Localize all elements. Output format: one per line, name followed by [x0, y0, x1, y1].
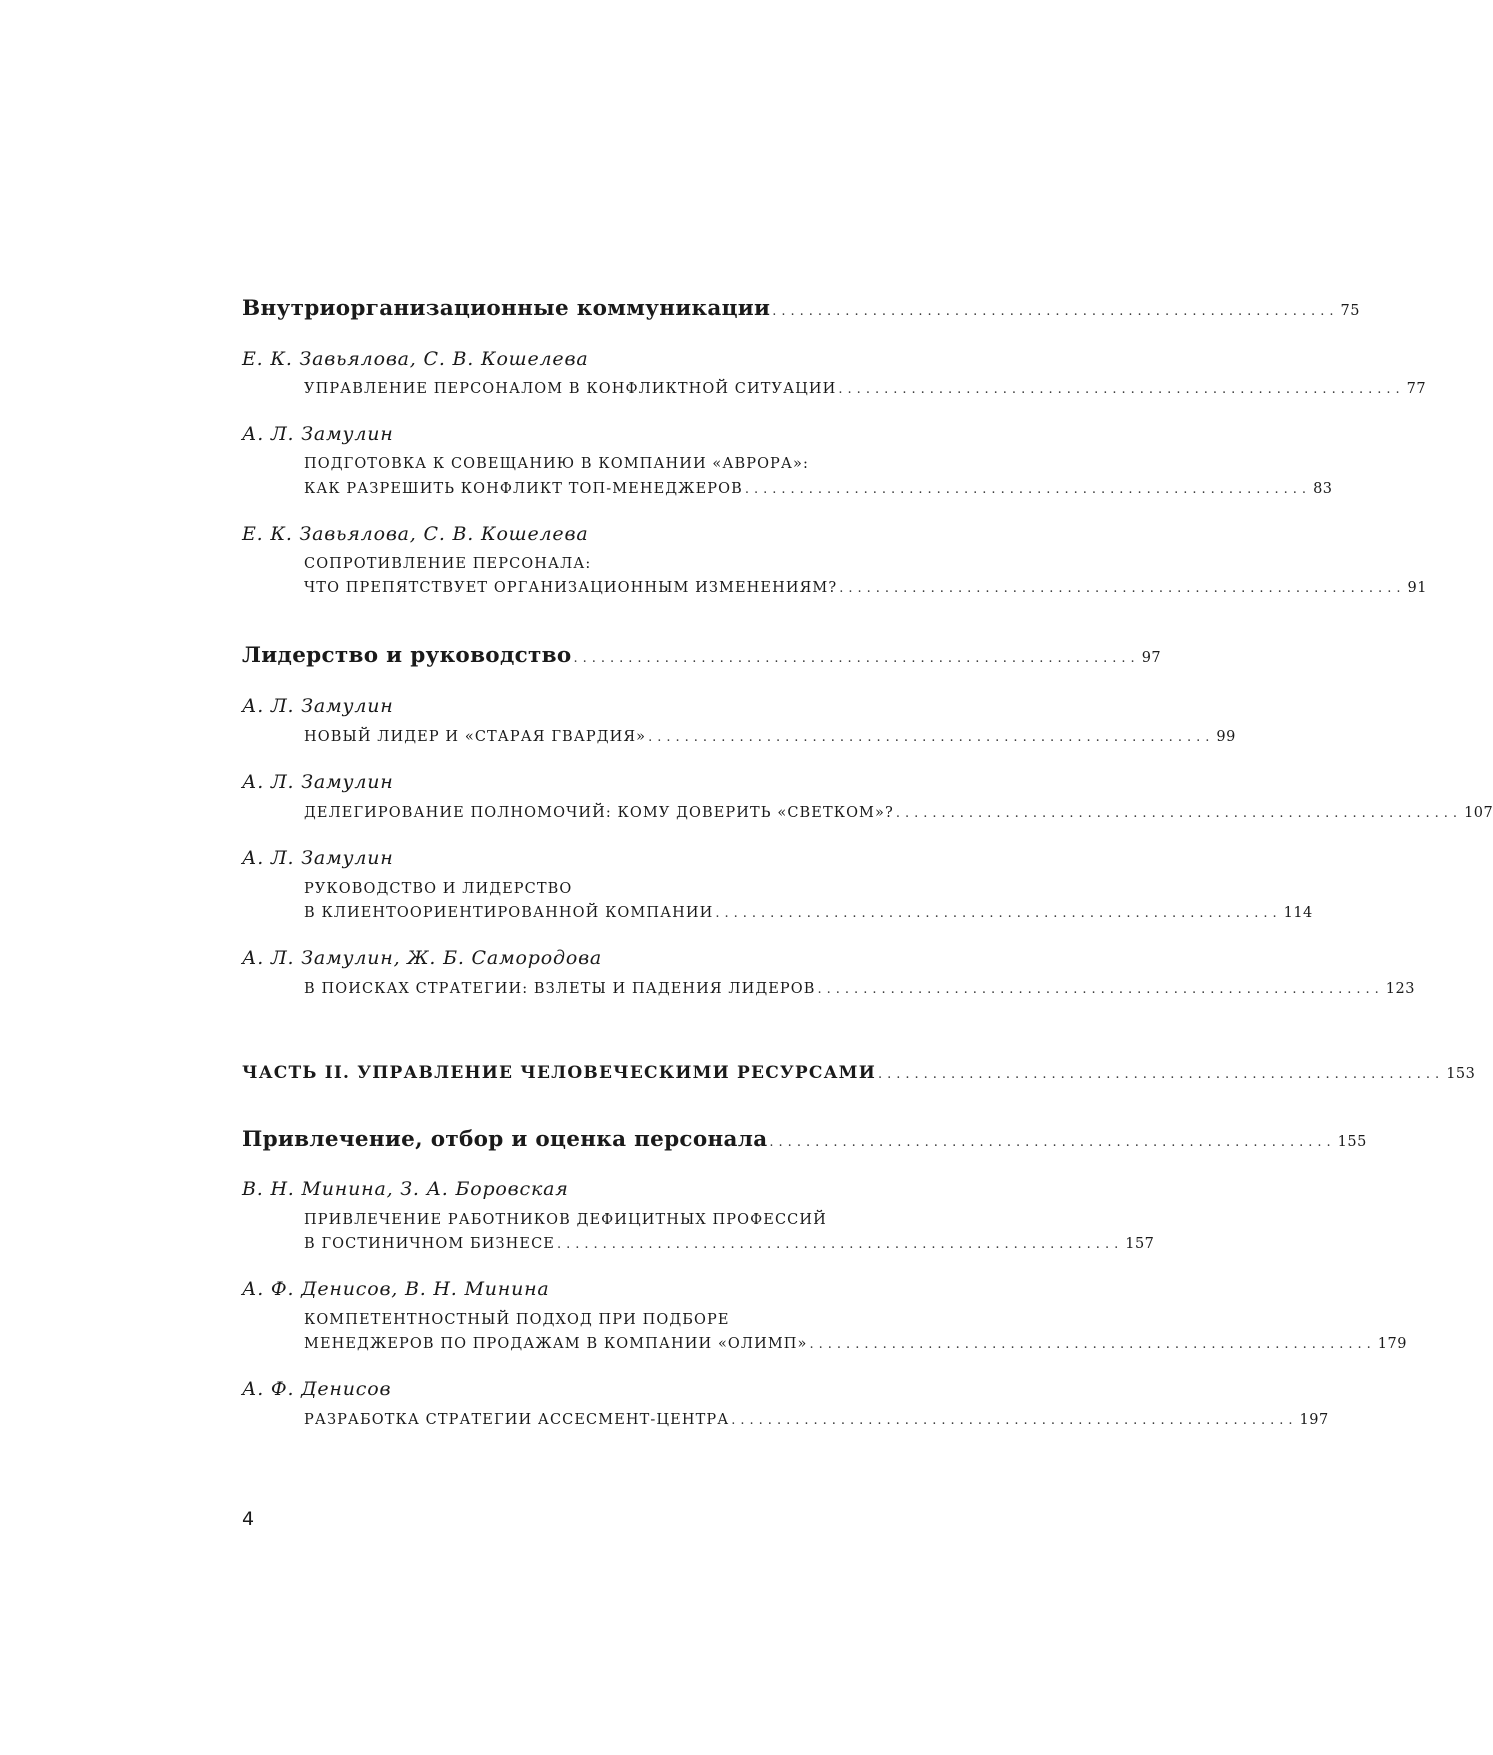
- section-title: Привлечение, отбор и оценка персонала: [242, 1127, 768, 1152]
- toc-section-heading: [242, 1127, 1367, 1152]
- section-title: Лидерство и руководство: [242, 643, 572, 668]
- toc-entry-title: КАК РАЗРЕШИТЬ КОНФЛИКТ ТОП-МЕНЕДЖЕРОВ .............................................................. 83: [304, 481, 1333, 497]
- toc-section-heading: [242, 643, 1162, 668]
- toc-author: Е. К. Завьялова, С. В. Кошелева: [242, 348, 589, 370]
- dot-leader: ..............................................................: [772, 304, 1339, 319]
- page-ref: 107: [1464, 805, 1493, 821]
- page-ref: 83: [1313, 481, 1333, 497]
- toc-entry-title: РУКОВОДСТВО И ЛИДЕРСТВО: [304, 881, 573, 897]
- toc-entry-title: В КЛИЕНТООРИЕНТИРОВАННОЙ КОМПАНИИ .............................................................. 114: [304, 905, 1313, 921]
- toc-author: А. Л. Замулин: [242, 847, 394, 869]
- section-title: Внутриорганизационные коммуникации: [242, 296, 771, 321]
- toc-author: А. Л. Замулин, Ж. Б. Самородова: [242, 947, 603, 969]
- part-title: ЧАСТЬ II. УПРАВЛЕНИЕ ЧЕЛОВЕЧЕСКИМИ РЕСУРСАМИ: [242, 1063, 876, 1083]
- page-ref: 153: [1446, 1066, 1476, 1082]
- toc-author: А. Л. Замулин: [242, 771, 394, 793]
- page-ref: 157: [1125, 1236, 1155, 1252]
- toc-entry-title: РАЗРАБОТКА СТРАТЕГИИ АССЕСМЕНТ-ЦЕНТРА .............................................................. 197: [304, 1412, 1329, 1428]
- toc-author: Е. К. Завьялова, С. В. Кошелева: [242, 523, 589, 545]
- page-ref: 91: [1407, 580, 1427, 596]
- toc-entry-title: МЕНЕДЖЕРОВ ПО ПРОДАЖАМ В КОМПАНИИ «ОЛИМП» .............................................................. 179: [304, 1336, 1407, 1352]
- dot-leader: ..............................................................: [557, 1237, 1124, 1252]
- page-ref: 75: [1340, 303, 1360, 319]
- page-ref: 197: [1299, 1412, 1329, 1428]
- dot-leader: ..............................................................: [715, 906, 1282, 921]
- toc-section-heading: [242, 296, 1360, 321]
- toc-entry-title: В ГОСТИНИЧНОМ БИЗНЕСЕ .............................................................. 157: [304, 1236, 1155, 1252]
- toc-author: В. Н. Минина, З. А. Боровская: [242, 1178, 569, 1200]
- dot-leader: ..............................................................: [573, 651, 1140, 666]
- dot-leader: ..............................................................: [877, 1067, 1445, 1082]
- toc-author: А. Ф. Денисов: [242, 1378, 392, 1400]
- toc-entry-title: КОМПЕТЕНТНОСТНЫЙ ПОДХОД ПРИ ПОДБОРЕ: [304, 1312, 730, 1328]
- dot-leader: ..............................................................: [895, 806, 1463, 821]
- toc-author: А. Л. Замулин: [242, 695, 394, 717]
- toc-part-heading: [242, 1063, 1476, 1083]
- dot-leader: ..............................................................: [769, 1135, 1336, 1150]
- dot-leader: ..............................................................: [731, 1413, 1298, 1428]
- page-ref: 114: [1283, 905, 1313, 921]
- dot-leader: ..............................................................: [744, 482, 1312, 497]
- page-ref: 77: [1406, 381, 1427, 397]
- toc-author: А. Ф. Денисов, В. Н. Минина: [242, 1278, 550, 1300]
- toc-entry-title: ДЕЛЕГИРОВАНИЕ ПОЛНОМОЧИЙ: КОМУ ДОВЕРИТЬ «СВЕТКОМ»? .............................................................. 107: [304, 805, 1493, 821]
- toc-entry-title: ПОДГОТОВКА К СОВЕЩАНИЮ В КОМПАНИИ «АВРОРА»:: [304, 456, 809, 472]
- page-ref: 155: [1337, 1134, 1367, 1150]
- toc-entry-title: СОПРОТИВЛЕНИЕ ПЕРСОНАЛА:: [304, 556, 592, 572]
- toc-entry-title: ЧТО ПРЕПЯТСТВУЕТ ОРГАНИЗАЦИОННЫМ ИЗМЕНЕНИЯМ? .............................................................. 91: [304, 580, 1427, 596]
- dot-leader: ..............................................................: [648, 730, 1215, 745]
- dot-leader: ..............................................................: [817, 982, 1384, 997]
- page-number: 4: [242, 1508, 255, 1530]
- dot-leader: ..............................................................: [809, 1337, 1376, 1352]
- toc-entry-title: НОВЫЙ ЛИДЕР И «СТАРАЯ ГВАРДИЯ» .............................................................. 99: [304, 729, 1236, 745]
- toc-entry-title: В ПОИСКАХ СТРАТЕГИИ: ВЗЛЕТЫ И ПАДЕНИЯ ЛИДЕРОВ .............................................................. 123: [304, 981, 1415, 997]
- toc-entry-title: ПРИВЛЕЧЕНИЕ РАБОТНИКОВ ДЕФИЦИТНЫХ ПРОФЕССИЙ: [304, 1212, 827, 1228]
- toc-author: А. Л. Замулин: [242, 423, 394, 445]
- dot-leader: ..............................................................: [838, 382, 1405, 397]
- page-ref: 97: [1141, 650, 1162, 666]
- toc-entry-title: УПРАВЛЕНИЕ ПЕРСОНАЛОМ В КОНФЛИКТНОЙ СИТУАЦИИ .............................................................. 77: [304, 381, 1427, 397]
- page-ref: 179: [1377, 1336, 1407, 1352]
- dot-leader: ..............................................................: [839, 581, 1406, 596]
- page-ref: 123: [1385, 981, 1415, 997]
- page-ref: 99: [1216, 729, 1236, 745]
